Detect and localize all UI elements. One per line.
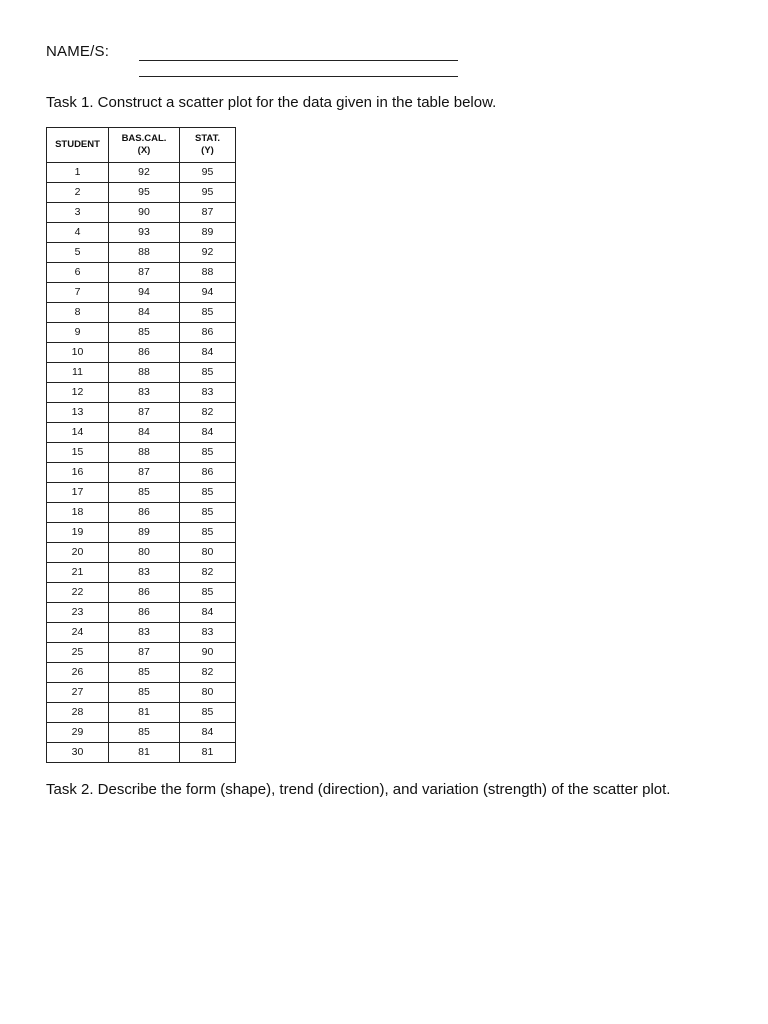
table-row: [47, 443, 236, 463]
table-row: [47, 623, 236, 643]
cell-student: 25: [47, 643, 109, 663]
table-row: [47, 263, 236, 283]
cell-student: 21: [47, 563, 109, 583]
cell-stat-y: 86: [180, 323, 236, 343]
cell-bascal-x: 81: [109, 703, 180, 723]
cell-stat-y: 85: [180, 503, 236, 523]
cell-bascal-x: 84: [109, 423, 180, 443]
table-row: [47, 643, 236, 663]
cell-bascal-x: 90: [109, 203, 180, 223]
table-row: [47, 583, 236, 603]
cell-bascal-x: 81: [109, 743, 180, 763]
table-row: [47, 303, 236, 323]
cell-student: 1: [47, 163, 109, 183]
cell-bascal-x: 85: [109, 723, 180, 743]
cell-bascal-x: 85: [109, 683, 180, 703]
header-stat: STAT. (Y): [180, 128, 236, 163]
data-table: [46, 127, 236, 763]
cell-stat-y: 84: [180, 423, 236, 443]
name-blank-line-2[interactable]: [139, 76, 458, 77]
cell-stat-y: 83: [180, 383, 236, 403]
table-body: [47, 163, 236, 763]
cell-student: 8: [47, 303, 109, 323]
table-row: [47, 523, 236, 543]
cell-stat-y: 88: [180, 263, 236, 283]
header-student: STUDENT: [47, 128, 109, 163]
cell-stat-y: 86: [180, 463, 236, 483]
cell-stat-y: 84: [180, 723, 236, 743]
cell-stat-y: 85: [180, 703, 236, 723]
cell-stat-y: 85: [180, 523, 236, 543]
cell-stat-y: 87: [180, 203, 236, 223]
cell-stat-y: 89: [180, 223, 236, 243]
cell-bascal-x: 85: [109, 483, 180, 503]
cell-bascal-x: 87: [109, 403, 180, 423]
cell-stat-y: 85: [180, 583, 236, 603]
cell-student: 4: [47, 223, 109, 243]
cell-stat-y: 90: [180, 643, 236, 663]
table-row: [47, 183, 236, 203]
cell-student: 27: [47, 683, 109, 703]
cell-bascal-x: 80: [109, 543, 180, 563]
cell-student: 14: [47, 423, 109, 443]
cell-stat-y: 82: [180, 403, 236, 423]
cell-student: 22: [47, 583, 109, 603]
cell-bascal-x: 86: [109, 603, 180, 623]
cell-student: 15: [47, 443, 109, 463]
table-row: [47, 243, 236, 263]
cell-stat-y: 95: [180, 183, 236, 203]
cell-student: 7: [47, 283, 109, 303]
table-header-row: [47, 128, 236, 163]
cell-student: 11: [47, 363, 109, 383]
cell-stat-y: 81: [180, 743, 236, 763]
cell-student: 12: [47, 383, 109, 403]
table-row: [47, 423, 236, 443]
table-row: [47, 483, 236, 503]
cell-stat-y: 85: [180, 303, 236, 323]
cell-student: 3: [47, 203, 109, 223]
cell-bascal-x: 86: [109, 583, 180, 603]
table-row: [47, 343, 236, 363]
cell-student: 24: [47, 623, 109, 643]
table-row: [47, 223, 236, 243]
cell-stat-y: 84: [180, 343, 236, 363]
cell-student: 28: [47, 703, 109, 723]
table-row: [47, 383, 236, 403]
cell-student: 19: [47, 523, 109, 543]
cell-student: 6: [47, 263, 109, 283]
cell-bascal-x: 86: [109, 343, 180, 363]
names-label: NAME/S:: [46, 43, 110, 60]
cell-stat-y: 82: [180, 663, 236, 683]
cell-student: 2: [47, 183, 109, 203]
cell-student: 17: [47, 483, 109, 503]
cell-student: 23: [47, 603, 109, 623]
cell-bascal-x: 88: [109, 443, 180, 463]
cell-stat-y: 80: [180, 683, 236, 703]
cell-bascal-x: 88: [109, 243, 180, 263]
cell-bascal-x: 87: [109, 463, 180, 483]
cell-bascal-x: 83: [109, 623, 180, 643]
cell-bascal-x: 86: [109, 503, 180, 523]
table-row: [47, 503, 236, 523]
cell-student: 13: [47, 403, 109, 423]
cell-bascal-x: 89: [109, 523, 180, 543]
cell-stat-y: 85: [180, 363, 236, 383]
cell-stat-y: 84: [180, 603, 236, 623]
cell-student: 5: [47, 243, 109, 263]
cell-student: 10: [47, 343, 109, 363]
table-row: [47, 463, 236, 483]
table-row: [47, 403, 236, 423]
cell-stat-y: 82: [180, 563, 236, 583]
table-row: [47, 683, 236, 703]
table-row: [47, 203, 236, 223]
cell-bascal-x: 88: [109, 363, 180, 383]
cell-bascal-x: 94: [109, 283, 180, 303]
table-row: [47, 743, 236, 763]
cell-bascal-x: 83: [109, 383, 180, 403]
cell-bascal-x: 93: [109, 223, 180, 243]
cell-bascal-x: 84: [109, 303, 180, 323]
cell-student: 16: [47, 463, 109, 483]
cell-bascal-x: 87: [109, 263, 180, 283]
table-row: [47, 283, 236, 303]
table-row: [47, 663, 236, 683]
table-row: [47, 603, 236, 623]
cell-student: 20: [47, 543, 109, 563]
cell-student: 9: [47, 323, 109, 343]
table-row: [47, 323, 236, 343]
table-row: [47, 543, 236, 563]
cell-bascal-x: 92: [109, 163, 180, 183]
cell-bascal-x: 85: [109, 323, 180, 343]
cell-student: 18: [47, 503, 109, 523]
header-bascal: BAS.CAL. (X): [109, 128, 180, 163]
name-blank-line-1[interactable]: [139, 60, 458, 61]
cell-bascal-x: 95: [109, 183, 180, 203]
cell-student: 30: [47, 743, 109, 763]
cell-stat-y: 85: [180, 443, 236, 463]
cell-stat-y: 85: [180, 483, 236, 503]
table-row: [47, 563, 236, 583]
table-row: [47, 703, 236, 723]
cell-stat-y: 94: [180, 283, 236, 303]
task2-instruction: Task 2. Describe the form (shape), trend (direction), and variation (strength) of the scatter plot.: [46, 781, 671, 798]
task1-instruction: Task 1. Construct a scatter plot for the data given in the table below.: [46, 94, 497, 111]
table-row: [47, 723, 236, 743]
cell-stat-y: 83: [180, 623, 236, 643]
table-row: [47, 363, 236, 383]
cell-stat-y: 92: [180, 243, 236, 263]
cell-student: 26: [47, 663, 109, 683]
table-row: [47, 163, 236, 183]
cell-bascal-x: 85: [109, 663, 180, 683]
cell-bascal-x: 83: [109, 563, 180, 583]
cell-bascal-x: 87: [109, 643, 180, 663]
cell-stat-y: 80: [180, 543, 236, 563]
cell-student: 29: [47, 723, 109, 743]
cell-stat-y: 95: [180, 163, 236, 183]
